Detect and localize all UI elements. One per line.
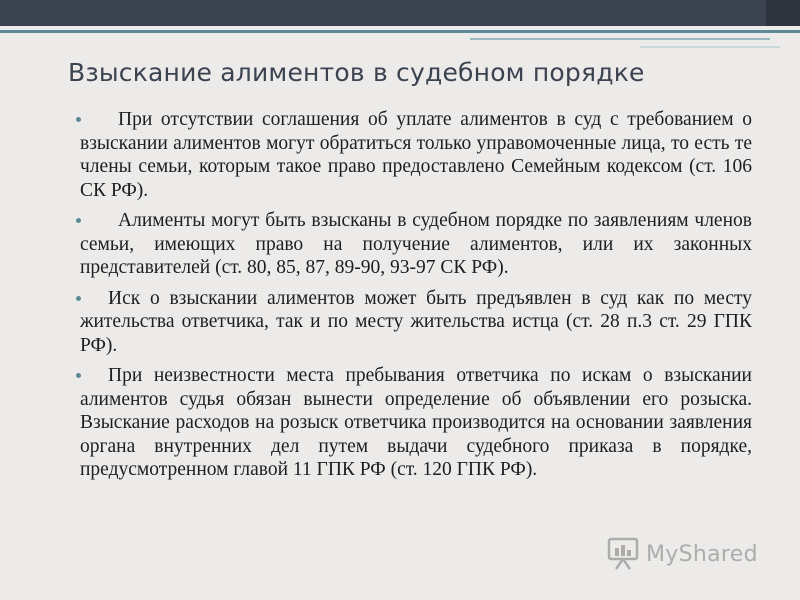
bullet-marker <box>76 296 81 301</box>
bullet-item <box>80 364 752 482</box>
watermark-text: MyShared <box>646 541 758 567</box>
bullet-text: При неизвестности места пребывания ответчика по искам о взыскании алиментов судья обязан вынести определение об объявлении его розыска. Взыскание расходов на розыск ответчика производится на основании заявления органа внутренних дел путем выдачи судебного приказа в порядке, предусмотренном главой 11 ГПК РФ (ст. 120 ГПК РФ). <box>80 365 752 480</box>
watermark <box>606 534 758 574</box>
bullet-list <box>80 108 752 489</box>
accent-line-secondary <box>470 38 770 40</box>
bullet-item <box>80 209 752 280</box>
slide-title: Взыскание алиментов в судебном порядке <box>68 58 645 87</box>
bullet-marker <box>76 373 81 378</box>
accent-line-primary <box>0 30 800 33</box>
header-corner <box>766 0 800 26</box>
bullet-text: Иск о взыскании алиментов может быть предъявлен в суд как по месту жительства ответчика, так и по месту жительства истца (ст. 28 п.3 ст. 29 ГПК РФ). <box>80 287 752 356</box>
bullet-marker <box>76 117 81 122</box>
bullet-text: Алименты могут быть взысканы в судебном порядке по заявлениям членов семьи, имеющих право на получение алиментов, или их законных представителей (ст. 80, 85, 87, 89-90, 93-97 СК РФ). <box>80 210 752 278</box>
bullet-text: При отсутствии соглашения об уплате алиментов в суд с требованием о взыскании алиментов могут обратиться только управомоченные лица, то есть те члены семьи, которым такое право предоставлено Семейным кодексом (ст. 106 СК РФ). <box>80 109 752 201</box>
header-band <box>0 0 800 26</box>
bullet-item <box>80 287 752 358</box>
accent-line-tertiary <box>640 46 780 48</box>
presentation-board-icon <box>606 536 640 572</box>
bullet-marker <box>76 218 81 223</box>
bullet-item <box>80 108 752 202</box>
